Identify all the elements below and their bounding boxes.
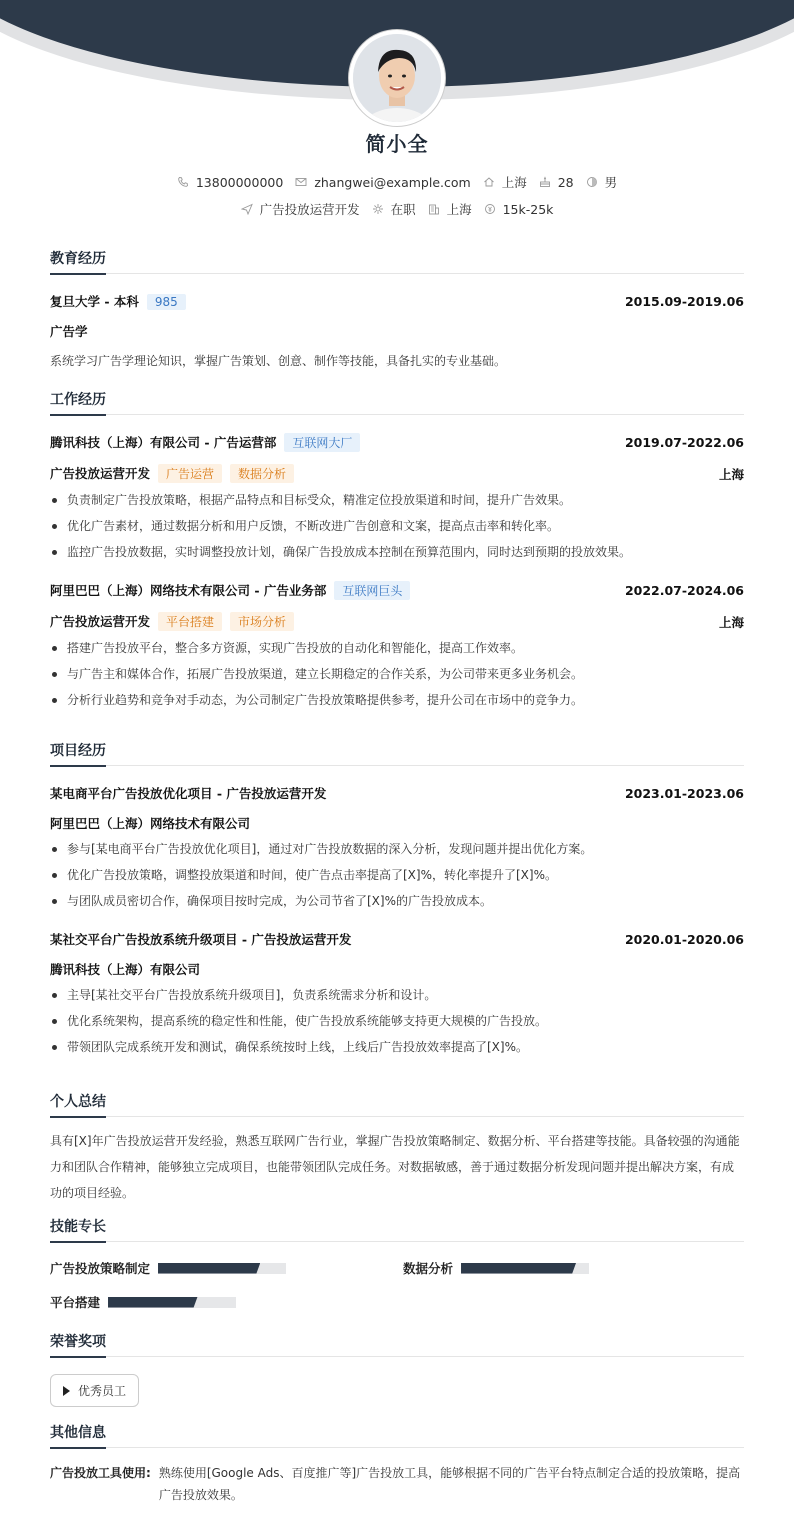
list-item: 优化广告投放策略，调整投放渠道和时间，使广告点击率提高了[X]%，转化率提升了[X]%。 (50, 862, 744, 888)
candidate-name: 简小全 (365, 132, 429, 156)
work-role-row (50, 612, 744, 631)
award-item[interactable] (50, 1374, 139, 1407)
project-name: 某电商平台广告投放优化项目 - 广告投放运营开发 (50, 786, 327, 801)
contact-info-row (0, 173, 794, 191)
phone-icon (177, 176, 189, 188)
work-city: 上海 (718, 614, 744, 630)
major-row (50, 322, 744, 340)
list-item: 优化系统架构，提高系统的稳定性和性能，使广告投放系统能够支持更大规模的广告投放。 (50, 1008, 744, 1034)
honors-section (50, 1331, 744, 1407)
work-bullets (50, 635, 744, 713)
education-section (50, 248, 744, 374)
project-company-row (50, 960, 744, 978)
work-period: 2019.07-2022.06 (624, 435, 744, 450)
education-header (50, 292, 744, 310)
work-item-header (50, 433, 744, 452)
section-title: 教育经历 (50, 248, 744, 274)
location-text: 上海 (501, 175, 527, 190)
other-info-row (50, 1462, 744, 1506)
skill-item (403, 1259, 589, 1277)
other-section (50, 1422, 744, 1506)
project-bullets (50, 982, 744, 1060)
skill-name: 平台搭建 (50, 1295, 101, 1310)
position-text: 广告投放运营开发 (259, 202, 360, 217)
project-company: 阿里巴巴（上海）网络技术有限公司 (50, 816, 251, 831)
skill-bar (461, 1263, 589, 1274)
summary-section (50, 1091, 744, 1206)
summary-text: 具有[X]年广告投放运营开发经验，熟悉互联网广告行业，掌握广告投放策略制定、数据分析、平台搭建等技能。具备较强的沟通能力和团队合作精神，能够独立完成项目，也能带领团队完成任务。对数据敏感，善于通过数据分析发现问题并提出解决方案，有成功的项目经验。 (50, 1134, 740, 1200)
gender-icon (586, 176, 598, 188)
job-info-row (0, 200, 794, 218)
section-title: 技能专长 (50, 1216, 744, 1242)
other-text: 熟练使用[Google Ads、百度推广等]广告投放工具，能够根据不同的广告平台特点制定合适的投放策略，提高广告投放效果。 (158, 1466, 741, 1502)
school-degree: 复旦大学 - 本科 (50, 294, 139, 309)
role: 广告投放运营开发 (50, 614, 151, 629)
email-text: zhangwei@example.com (314, 174, 471, 190)
skill-item (50, 1293, 236, 1311)
list-item: 参与[某电商平台广告投放优化项目]，通过对广告投放数据的深入分析，发现问题并提出优化方案。 (50, 836, 744, 862)
status-text: 在职 (390, 202, 416, 217)
role: 广告投放运营开发 (50, 466, 151, 481)
building-icon (428, 203, 440, 215)
work-role-row (50, 464, 744, 483)
send-icon (241, 203, 253, 215)
project-company: 腾讯科技（上海）有限公司 (50, 962, 201, 977)
home-icon (483, 176, 495, 188)
project-name: 某社交平台广告投放系统升级项目 - 广告投放运营开发 (50, 932, 352, 947)
skill-tag: 市场分析 (230, 612, 294, 631)
work-city: 上海 (718, 466, 744, 482)
project-header (50, 930, 744, 948)
gender-text: 男 (604, 175, 618, 190)
skills-section (50, 1216, 744, 1316)
list-item: 分析行业趋势和竞争对手动态，为公司制定广告投放策略提供参考，提升公司在市场中的竞争力。 (50, 687, 744, 713)
section-title: 其他信息 (50, 1422, 744, 1448)
skill-bar-fill (158, 1263, 260, 1274)
play-icon (63, 1386, 70, 1396)
skill-item (50, 1259, 286, 1277)
target-city-text: 上海 (446, 202, 472, 217)
project-period: 2020.01-2020.06 (624, 931, 744, 947)
list-item: 监控广告投放数据，实时调整投放计划，确保广告投放成本控制在预算范围内，同时达到预期的投放效果。 (50, 539, 744, 565)
company-tag: 互联网巨头 (334, 581, 410, 600)
other-label: 广告投放工具使用: (50, 1466, 151, 1480)
list-item: 带领团队完成系统开发和测试，确保系统按时上线，上线后广告投放效率提高了[X]%。 (50, 1034, 744, 1060)
salary-text: 15k-25k (502, 201, 554, 217)
list-item: 搭建广告投放平台，整合多方资源，实现广告投放的自动化和智能化，提高工作效率。 (50, 635, 744, 661)
education-period: 2015.09-2019.06 (624, 293, 744, 309)
award-label: 优秀员工 (78, 1384, 127, 1398)
education-description: 系统学习广告学理论知识，掌握广告策划、创意、制作等技能，具备扎实的专业基础。 (50, 354, 507, 368)
cake-icon (539, 176, 551, 188)
work-bullets (50, 487, 744, 565)
company-tag: 互联网大厂 (284, 433, 360, 452)
work-period: 2022.07-2024.06 (624, 583, 744, 598)
skill-name: 数据分析 (403, 1261, 454, 1276)
major: 广告学 (50, 324, 88, 339)
company-name: 阿里巴巴（上海）网络技术有限公司 - 广告业务部 (50, 583, 327, 598)
section-title: 个人总结 (50, 1091, 744, 1117)
work-section (50, 389, 744, 713)
skill-tag: 广告运营 (158, 464, 222, 483)
work-item-header (50, 581, 744, 600)
section-title: 荣誉奖项 (50, 1331, 744, 1357)
salary-icon (484, 203, 496, 215)
skill-tag: 数据分析 (230, 464, 294, 483)
skill-tag: 平台搭建 (158, 612, 222, 631)
list-item: 主导[某社交平台广告投放系统升级项目]，负责系统需求分析和设计。 (50, 982, 744, 1008)
projects-section (50, 740, 744, 1060)
project-period: 2023.01-2023.06 (624, 785, 744, 801)
school-tag: 985 (147, 294, 186, 310)
skill-name: 广告投放策略制定 (50, 1261, 151, 1276)
list-item: 优化广告素材，通过数据分析和用户反馈，不断改进广告创意和文案，提高点击率和转化率。 (50, 513, 744, 539)
list-item: 与广告主和媒体合作，拓展广告投放渠道，建立长期稳定的合作关系，为公司带来更多业务机会。 (50, 661, 744, 687)
section-title: 工作经历 (50, 389, 744, 415)
company-name: 腾讯科技（上海）有限公司 - 广告运营部 (50, 435, 277, 450)
list-item: 与团队成员密切合作，确保项目按时完成，为公司节省了[X]%的广告投放成本。 (50, 888, 744, 914)
gear-icon (372, 203, 384, 215)
skill-bar-fill (108, 1297, 198, 1308)
phone-text: 13800000000 (195, 174, 284, 190)
skill-bar (158, 1263, 286, 1274)
list-item: 负责制定广告投放策略，根据产品特点和目标受众，精准定位投放渠道和时间，提升广告效果。 (50, 487, 744, 513)
project-header (50, 784, 744, 802)
age-text: 28 (557, 174, 574, 190)
avatar (349, 30, 445, 126)
mail-icon (295, 176, 307, 188)
project-company-row (50, 814, 744, 832)
skill-bar-fill (461, 1263, 576, 1274)
project-bullets (50, 836, 744, 914)
skill-bar (108, 1297, 236, 1308)
section-title: 项目经历 (50, 740, 744, 766)
